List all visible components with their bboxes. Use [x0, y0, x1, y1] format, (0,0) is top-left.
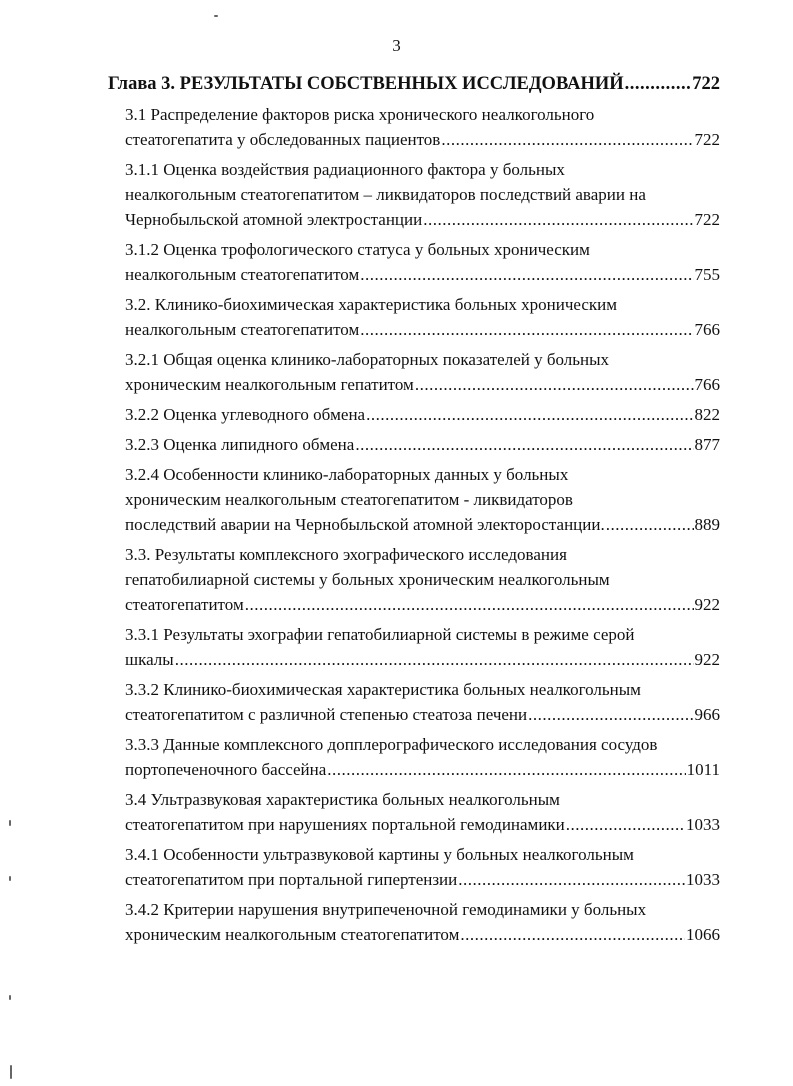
toc-entry-text: 3.2.2 Оценка углеводного обмена — [125, 405, 366, 424]
toc-entry-text: портопеченочного бассейна — [125, 760, 327, 779]
toc-entry-text: последствий аварии на Чернобыльской атомной электоростанции. — [125, 515, 605, 534]
dot-leader — [458, 867, 685, 892]
toc-entry — [125, 347, 720, 397]
toc-entry-last-line — [125, 647, 720, 672]
toc-entry-text: хроническим неалкогольным гепатитом — [125, 375, 414, 394]
dot-leader — [606, 512, 694, 537]
toc-entry — [125, 677, 720, 727]
dot-leader — [441, 127, 693, 152]
toc-entry — [125, 787, 720, 837]
toc-entry — [125, 462, 720, 537]
toc-entry-text: стеатогепатитом при портальной гипертензии — [125, 870, 458, 889]
toc-entry-text: неалкогольным стеатогепатитом – ликвидаторов последствий аварии на — [125, 185, 646, 204]
toc-entry-page: 722 — [694, 130, 720, 149]
toc-entry-page: 1033 — [686, 870, 720, 889]
toc-entry — [125, 842, 720, 892]
toc-entry-text: хроническим неалкогольным стеатогепатитом - ликвидаторов — [125, 490, 573, 509]
toc-entry-text: 3.3. Результаты комплексного эхографического исследования — [125, 545, 567, 564]
toc-entry-text: 3.2.1 Общая оценка клинико-лабораторных показателей у больных — [125, 350, 610, 369]
toc-entry-last-line — [125, 812, 720, 837]
page-number: 3 — [392, 36, 401, 55]
toc-entry — [125, 157, 720, 232]
toc-entry-last-line — [125, 922, 720, 947]
toc-entry-page: 966 — [694, 705, 720, 724]
toc-entry-text: стеатогепатитом при нарушениях портальной гемодинамики — [125, 815, 565, 834]
toc-entry-text: 3.1 Распределение факторов риска хронического неалкогольного — [125, 105, 595, 124]
dot-leader — [355, 432, 693, 457]
scan-speck — [9, 995, 11, 1000]
toc-entry — [125, 897, 720, 947]
dot-leader — [366, 402, 693, 427]
toc-entry-last-line — [125, 757, 720, 782]
toc-entry-page: 922 — [694, 595, 720, 614]
table-of-contents — [108, 72, 720, 952]
toc-entry-page: 755 — [694, 265, 720, 284]
scan-speck — [9, 876, 11, 881]
dot-leader — [460, 922, 685, 947]
toc-entry-text: 3.3.2 Клинико-биохимическая характеристика больных неалкогольным — [125, 680, 641, 699]
dot-leader — [423, 207, 693, 232]
toc-entry-text: 3.2.3 Оценка липидного обмена — [125, 435, 355, 454]
dot-leader — [415, 372, 694, 397]
scan-speck — [214, 15, 218, 17]
toc-entry-page: 1033 — [686, 815, 720, 834]
toc-entry-last-line — [125, 207, 720, 232]
toc-entry-text: 3.2. Клинико-биохимическая характеристика больных хроническим — [125, 295, 618, 314]
dot-leader — [327, 757, 685, 782]
toc-entry — [125, 432, 720, 457]
chapter-title: Глава 3. РЕЗУЛЬТАТЫ СОБСТВЕННЫХ ИССЛЕДОВАНИЙ — [108, 74, 624, 94]
toc-entry-last-line — [125, 592, 720, 617]
dot-leader — [245, 592, 694, 617]
dot-leader — [360, 262, 693, 287]
toc-entry-text: неалкогольным стеатогепатитом — [125, 320, 360, 339]
toc-entry-page: 766 — [694, 375, 720, 394]
toc-entry-page: 922 — [694, 650, 720, 669]
toc-entry-page: 877 — [694, 435, 720, 454]
toc-entry-last-line — [125, 402, 720, 427]
toc-entry-text: 3.4 Ультразвуковая характеристика больных неалкогольным — [125, 790, 560, 809]
toc-entry-page: 889 — [694, 515, 720, 534]
toc-entry-text: хроническим неалкогольным стеатогепатитом — [125, 925, 460, 944]
dot-leader — [566, 812, 685, 837]
toc-entry — [125, 542, 720, 617]
toc-entry-page: 766 — [694, 320, 720, 339]
toc-entry — [125, 102, 720, 152]
toc-entry — [125, 402, 720, 427]
dot-leader — [625, 72, 692, 96]
toc-entry-last-line — [125, 317, 720, 342]
toc-entry-last-line — [125, 262, 720, 287]
toc-entry-text: 3.4.2 Критерии нарушения внутрипеченочной гемодинамики у больных — [125, 900, 647, 919]
toc-entry-text: неалкогольным стеатогепатитом — [125, 265, 360, 284]
toc-entry-text: гепатобилиарной системы у больных хроническим неалкогольным — [125, 570, 610, 589]
toc-entry-text: 3.1.1 Оценка воздействия радиационного фактора у больных — [125, 160, 565, 179]
toc-entry-last-line — [125, 372, 720, 397]
toc-entries — [108, 102, 720, 947]
toc-entry-page: 722 — [694, 210, 720, 229]
toc-entry-text: 3.4.1 Особенности ультразвуковой картины у больных неалкогольным — [125, 845, 634, 864]
chapter-heading — [108, 72, 720, 96]
scan-speck — [10, 1065, 12, 1079]
toc-entry-last-line — [125, 127, 720, 152]
toc-entry-text: стеатогепатитом с различной степенью стеатоза печени — [125, 705, 528, 724]
toc-entry-text: 3.1.2 Оценка трофологического статуса у больных хроническим — [125, 240, 590, 259]
dot-leader — [175, 647, 694, 672]
toc-entry-last-line — [125, 867, 720, 892]
toc-entry-last-line — [125, 432, 720, 457]
toc-entry — [125, 622, 720, 672]
chapter-page: 722 — [692, 74, 720, 94]
scan-speck — [9, 820, 11, 826]
toc-entry-text: Чернобыльской атомной электростанции — [125, 210, 423, 229]
toc-entry-text: стеатогепатитом — [125, 595, 244, 614]
dot-leader — [360, 317, 693, 342]
toc-entry-page: 1066 — [686, 925, 720, 944]
toc-entry-text: 3.2.4 Особенности клинико-лабораторных данных у больных — [125, 465, 569, 484]
toc-entry-text: шкалы — [125, 650, 174, 669]
toc-entry-page: 822 — [694, 405, 720, 424]
toc-entry — [125, 237, 720, 287]
toc-entry-text: стеатогепатита у обследованных пациентов — [125, 130, 441, 149]
toc-entry-page: 1011 — [686, 760, 720, 779]
toc-entry-last-line — [125, 512, 720, 537]
toc-entry — [125, 292, 720, 342]
toc-entry — [125, 732, 720, 782]
toc-entry-text: 3.3.3 Данные комплексного допплерографического исследования сосудов — [125, 735, 658, 754]
toc-entry-last-line — [125, 702, 720, 727]
dot-leader — [528, 702, 693, 727]
toc-entry-text: 3.3.1 Результаты эхографии гепатобилиарной системы в режиме серой — [125, 625, 635, 644]
